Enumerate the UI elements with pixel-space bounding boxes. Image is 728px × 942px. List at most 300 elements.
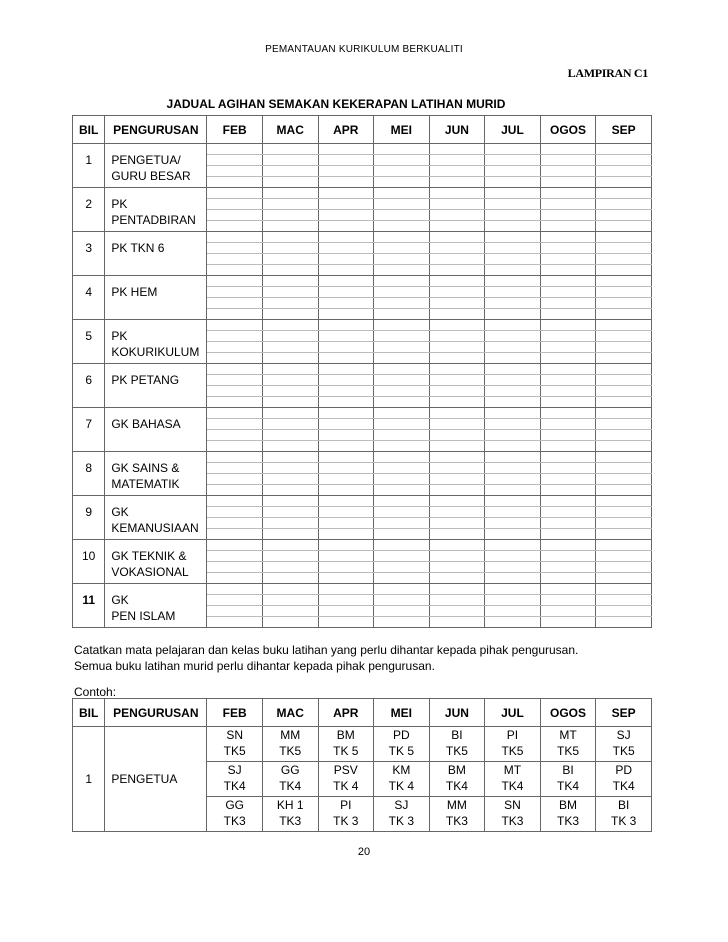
month-slot[interactable]: [485, 177, 541, 188]
month-slot[interactable]: [540, 166, 596, 177]
month-slot[interactable]: [596, 430, 652, 441]
month-slot[interactable]: [540, 496, 596, 507]
month-slot[interactable]: [485, 551, 541, 562]
month-slot[interactable]: [207, 331, 263, 342]
month-slot[interactable]: [207, 606, 263, 617]
month-slot[interactable]: [318, 507, 374, 518]
month-slot[interactable]: [429, 540, 485, 551]
month-slot[interactable]: [374, 441, 430, 452]
month-slot[interactable]: [207, 551, 263, 562]
month-slot[interactable]: [318, 573, 374, 584]
month-slot[interactable]: [485, 463, 541, 474]
month-slot[interactable]: [207, 617, 263, 628]
month-slot[interactable]: [429, 518, 485, 529]
month-slot[interactable]: [374, 353, 430, 364]
month-slot[interactable]: [596, 298, 652, 309]
month-slot[interactable]: [596, 595, 652, 606]
month-slot[interactable]: [540, 540, 596, 551]
month-slot[interactable]: [485, 496, 541, 507]
month-slot[interactable]: [596, 496, 652, 507]
month-slot[interactable]: [540, 309, 596, 320]
month-slot[interactable]: [485, 309, 541, 320]
month-slot[interactable]: [596, 320, 652, 331]
month-slot[interactable]: [374, 397, 430, 408]
month-slot[interactable]: [540, 188, 596, 199]
month-slot[interactable]: [429, 496, 485, 507]
month-slot[interactable]: [429, 507, 485, 518]
month-slot[interactable]: [485, 617, 541, 628]
month-slot[interactable]: [485, 221, 541, 232]
month-slot[interactable]: [207, 496, 263, 507]
month-slot[interactable]: [429, 254, 485, 265]
month-slot[interactable]: [374, 485, 430, 496]
month-slot[interactable]: [485, 452, 541, 463]
month-slot[interactable]: [540, 364, 596, 375]
month-slot[interactable]: [207, 529, 263, 540]
month-slot[interactable]: [540, 529, 596, 540]
month-slot[interactable]: [596, 177, 652, 188]
month-slot[interactable]: [262, 166, 318, 177]
month-slot[interactable]: [262, 287, 318, 298]
month-slot[interactable]: [429, 331, 485, 342]
month-slot[interactable]: [596, 331, 652, 342]
month-slot[interactable]: [485, 298, 541, 309]
month-slot[interactable]: [374, 320, 430, 331]
month-slot[interactable]: [374, 496, 430, 507]
month-slot[interactable]: [374, 199, 430, 210]
month-slot[interactable]: [207, 221, 263, 232]
month-slot[interactable]: [374, 529, 430, 540]
month-slot[interactable]: [540, 595, 596, 606]
month-slot[interactable]: [207, 375, 263, 386]
month-slot[interactable]: [318, 529, 374, 540]
month-slot[interactable]: [207, 320, 263, 331]
month-slot[interactable]: [207, 518, 263, 529]
month-slot[interactable]: [318, 199, 374, 210]
month-slot[interactable]: [374, 551, 430, 562]
month-slot[interactable]: [540, 155, 596, 166]
month-slot[interactable]: [374, 573, 430, 584]
month-slot[interactable]: [262, 419, 318, 430]
month-slot[interactable]: [596, 375, 652, 386]
month-slot[interactable]: [374, 265, 430, 276]
month-slot[interactable]: [318, 265, 374, 276]
month-slot[interactable]: [596, 485, 652, 496]
month-slot[interactable]: [429, 463, 485, 474]
month-slot[interactable]: [485, 562, 541, 573]
month-slot[interactable]: [429, 210, 485, 221]
month-slot[interactable]: [596, 364, 652, 375]
month-slot[interactable]: [596, 419, 652, 430]
month-slot[interactable]: [374, 474, 430, 485]
month-slot[interactable]: [596, 529, 652, 540]
month-slot[interactable]: [540, 584, 596, 595]
month-slot[interactable]: [429, 364, 485, 375]
month-slot[interactable]: [318, 177, 374, 188]
month-slot[interactable]: [429, 474, 485, 485]
month-slot[interactable]: [374, 419, 430, 430]
month-slot[interactable]: [596, 518, 652, 529]
month-slot[interactable]: [596, 507, 652, 518]
month-slot[interactable]: [374, 254, 430, 265]
month-slot[interactable]: [429, 551, 485, 562]
month-slot[interactable]: [596, 386, 652, 397]
month-slot[interactable]: [429, 562, 485, 573]
month-slot[interactable]: [596, 617, 652, 628]
month-slot[interactable]: [485, 419, 541, 430]
month-slot[interactable]: [596, 474, 652, 485]
month-slot[interactable]: [540, 298, 596, 309]
month-slot[interactable]: [262, 188, 318, 199]
month-slot[interactable]: [540, 276, 596, 287]
month-slot[interactable]: [540, 243, 596, 254]
month-slot[interactable]: [318, 342, 374, 353]
month-slot[interactable]: [485, 518, 541, 529]
month-slot[interactable]: [429, 419, 485, 430]
month-slot[interactable]: [429, 584, 485, 595]
month-slot[interactable]: [540, 342, 596, 353]
month-slot[interactable]: [485, 474, 541, 485]
month-slot[interactable]: [318, 452, 374, 463]
month-slot[interactable]: [262, 199, 318, 210]
month-slot[interactable]: [207, 254, 263, 265]
month-slot[interactable]: [596, 540, 652, 551]
month-slot[interactable]: [262, 617, 318, 628]
month-slot[interactable]: [262, 155, 318, 166]
month-slot[interactable]: [318, 419, 374, 430]
month-slot[interactable]: [540, 331, 596, 342]
month-slot[interactable]: [318, 144, 374, 155]
month-slot[interactable]: [262, 584, 318, 595]
month-slot[interactable]: [429, 144, 485, 155]
month-slot[interactable]: [596, 155, 652, 166]
month-slot[interactable]: [374, 430, 430, 441]
month-slot[interactable]: [540, 463, 596, 474]
month-slot[interactable]: [207, 595, 263, 606]
month-slot[interactable]: [429, 485, 485, 496]
month-slot[interactable]: [429, 386, 485, 397]
month-slot[interactable]: [207, 452, 263, 463]
month-slot[interactable]: [596, 353, 652, 364]
month-slot[interactable]: [262, 452, 318, 463]
month-slot[interactable]: [374, 309, 430, 320]
month-slot[interactable]: [262, 342, 318, 353]
month-slot[interactable]: [485, 430, 541, 441]
month-slot[interactable]: [596, 551, 652, 562]
month-slot[interactable]: [485, 342, 541, 353]
month-slot[interactable]: [207, 408, 263, 419]
month-slot[interactable]: [429, 353, 485, 364]
month-slot[interactable]: [374, 221, 430, 232]
month-slot[interactable]: [429, 430, 485, 441]
month-slot[interactable]: [262, 463, 318, 474]
month-slot[interactable]: [318, 408, 374, 419]
month-slot[interactable]: [485, 155, 541, 166]
month-slot[interactable]: [262, 144, 318, 155]
month-slot[interactable]: [207, 166, 263, 177]
month-slot[interactable]: [374, 518, 430, 529]
month-slot[interactable]: [262, 375, 318, 386]
month-slot[interactable]: [596, 584, 652, 595]
month-slot[interactable]: [485, 573, 541, 584]
month-slot[interactable]: [485, 408, 541, 419]
month-slot[interactable]: [318, 364, 374, 375]
month-slot[interactable]: [207, 584, 263, 595]
month-slot[interactable]: [374, 276, 430, 287]
month-slot[interactable]: [540, 551, 596, 562]
month-slot[interactable]: [540, 518, 596, 529]
month-slot[interactable]: [374, 408, 430, 419]
month-slot[interactable]: [262, 485, 318, 496]
month-slot[interactable]: [540, 573, 596, 584]
month-slot[interactable]: [262, 331, 318, 342]
month-slot[interactable]: [318, 518, 374, 529]
month-slot[interactable]: [262, 595, 318, 606]
month-slot[interactable]: [429, 155, 485, 166]
month-slot[interactable]: [596, 463, 652, 474]
month-slot[interactable]: [262, 254, 318, 265]
month-slot[interactable]: [207, 144, 263, 155]
month-slot[interactable]: [318, 562, 374, 573]
month-slot[interactable]: [540, 408, 596, 419]
month-slot[interactable]: [207, 397, 263, 408]
month-slot[interactable]: [318, 551, 374, 562]
month-slot[interactable]: [485, 386, 541, 397]
month-slot[interactable]: [429, 221, 485, 232]
month-slot[interactable]: [262, 529, 318, 540]
month-slot[interactable]: [429, 342, 485, 353]
month-slot[interactable]: [540, 386, 596, 397]
month-slot[interactable]: [429, 287, 485, 298]
month-slot[interactable]: [485, 320, 541, 331]
month-slot[interactable]: [540, 441, 596, 452]
month-slot[interactable]: [540, 562, 596, 573]
month-slot[interactable]: [596, 188, 652, 199]
month-slot[interactable]: [596, 199, 652, 210]
month-slot[interactable]: [262, 320, 318, 331]
month-slot[interactable]: [318, 353, 374, 364]
month-slot[interactable]: [540, 353, 596, 364]
month-slot[interactable]: [485, 331, 541, 342]
month-slot[interactable]: [318, 331, 374, 342]
month-slot[interactable]: [596, 397, 652, 408]
month-slot[interactable]: [262, 397, 318, 408]
month-slot[interactable]: [429, 320, 485, 331]
month-slot[interactable]: [485, 232, 541, 243]
month-slot[interactable]: [540, 474, 596, 485]
month-slot[interactable]: [540, 617, 596, 628]
month-slot[interactable]: [318, 298, 374, 309]
month-slot[interactable]: [596, 287, 652, 298]
month-slot[interactable]: [374, 540, 430, 551]
month-slot[interactable]: [207, 386, 263, 397]
month-slot[interactable]: [374, 595, 430, 606]
month-slot[interactable]: [429, 529, 485, 540]
month-slot[interactable]: [262, 386, 318, 397]
month-slot[interactable]: [374, 452, 430, 463]
month-slot[interactable]: [318, 254, 374, 265]
month-slot[interactable]: [318, 540, 374, 551]
month-slot[interactable]: [207, 309, 263, 320]
month-slot[interactable]: [262, 353, 318, 364]
month-slot[interactable]: [596, 452, 652, 463]
month-slot[interactable]: [318, 155, 374, 166]
month-slot[interactable]: [207, 430, 263, 441]
month-slot[interactable]: [485, 364, 541, 375]
month-slot[interactable]: [207, 364, 263, 375]
month-slot[interactable]: [262, 474, 318, 485]
month-slot[interactable]: [374, 287, 430, 298]
month-slot[interactable]: [374, 364, 430, 375]
month-slot[interactable]: [485, 188, 541, 199]
month-slot[interactable]: [207, 298, 263, 309]
month-slot[interactable]: [318, 584, 374, 595]
month-slot[interactable]: [540, 254, 596, 265]
month-slot[interactable]: [485, 529, 541, 540]
month-slot[interactable]: [429, 309, 485, 320]
month-slot[interactable]: [429, 617, 485, 628]
month-slot[interactable]: [485, 353, 541, 364]
month-slot[interactable]: [207, 485, 263, 496]
month-slot[interactable]: [262, 551, 318, 562]
month-slot[interactable]: [374, 584, 430, 595]
month-slot[interactable]: [318, 320, 374, 331]
month-slot[interactable]: [262, 606, 318, 617]
month-slot[interactable]: [429, 441, 485, 452]
month-slot[interactable]: [262, 298, 318, 309]
month-slot[interactable]: [540, 265, 596, 276]
month-slot[interactable]: [207, 562, 263, 573]
month-slot[interactable]: [429, 177, 485, 188]
month-slot[interactable]: [596, 221, 652, 232]
month-slot[interactable]: [596, 441, 652, 452]
month-slot[interactable]: [262, 496, 318, 507]
month-slot[interactable]: [262, 408, 318, 419]
month-slot[interactable]: [318, 210, 374, 221]
month-slot[interactable]: [318, 485, 374, 496]
month-slot[interactable]: [596, 210, 652, 221]
month-slot[interactable]: [485, 375, 541, 386]
month-slot[interactable]: [540, 375, 596, 386]
month-slot[interactable]: [485, 166, 541, 177]
month-slot[interactable]: [429, 188, 485, 199]
month-slot[interactable]: [485, 265, 541, 276]
month-slot[interactable]: [374, 210, 430, 221]
month-slot[interactable]: [374, 232, 430, 243]
month-slot[interactable]: [540, 177, 596, 188]
month-slot[interactable]: [374, 386, 430, 397]
month-slot[interactable]: [429, 573, 485, 584]
month-slot[interactable]: [374, 331, 430, 342]
month-slot[interactable]: [540, 199, 596, 210]
month-slot[interactable]: [207, 155, 263, 166]
month-slot[interactable]: [485, 507, 541, 518]
month-slot[interactable]: [207, 573, 263, 584]
month-slot[interactable]: [429, 375, 485, 386]
month-slot[interactable]: [374, 342, 430, 353]
month-slot[interactable]: [540, 485, 596, 496]
month-slot[interactable]: [485, 584, 541, 595]
month-slot[interactable]: [207, 287, 263, 298]
month-slot[interactable]: [596, 606, 652, 617]
month-slot[interactable]: [207, 342, 263, 353]
month-slot[interactable]: [374, 166, 430, 177]
month-slot[interactable]: [540, 507, 596, 518]
month-slot[interactable]: [318, 221, 374, 232]
month-slot[interactable]: [540, 452, 596, 463]
month-slot[interactable]: [485, 540, 541, 551]
month-slot[interactable]: [262, 430, 318, 441]
month-slot[interactable]: [485, 287, 541, 298]
month-slot[interactable]: [596, 408, 652, 419]
month-slot[interactable]: [429, 232, 485, 243]
month-slot[interactable]: [262, 364, 318, 375]
month-slot[interactable]: [374, 177, 430, 188]
month-slot[interactable]: [207, 463, 263, 474]
month-slot[interactable]: [540, 430, 596, 441]
month-slot[interactable]: [596, 562, 652, 573]
month-slot[interactable]: [207, 265, 263, 276]
month-slot[interactable]: [596, 254, 652, 265]
month-slot[interactable]: [429, 265, 485, 276]
month-slot[interactable]: [207, 540, 263, 551]
month-slot[interactable]: [262, 518, 318, 529]
month-slot[interactable]: [318, 188, 374, 199]
month-slot[interactable]: [207, 441, 263, 452]
month-slot[interactable]: [429, 199, 485, 210]
month-slot[interactable]: [262, 243, 318, 254]
month-slot[interactable]: [540, 144, 596, 155]
month-slot[interactable]: [485, 606, 541, 617]
month-slot[interactable]: [596, 265, 652, 276]
month-slot[interactable]: [262, 507, 318, 518]
month-slot[interactable]: [318, 309, 374, 320]
month-slot[interactable]: [374, 144, 430, 155]
month-slot[interactable]: [374, 562, 430, 573]
month-slot[interactable]: [540, 419, 596, 430]
month-slot[interactable]: [262, 540, 318, 551]
month-slot[interactable]: [318, 496, 374, 507]
month-slot[interactable]: [540, 320, 596, 331]
month-slot[interactable]: [485, 210, 541, 221]
month-slot[interactable]: [318, 166, 374, 177]
month-slot[interactable]: [318, 276, 374, 287]
month-slot[interactable]: [207, 474, 263, 485]
month-slot[interactable]: [596, 166, 652, 177]
month-slot[interactable]: [207, 188, 263, 199]
month-slot[interactable]: [429, 397, 485, 408]
month-slot[interactable]: [318, 397, 374, 408]
month-slot[interactable]: [540, 606, 596, 617]
month-slot[interactable]: [485, 397, 541, 408]
month-slot[interactable]: [429, 595, 485, 606]
month-slot[interactable]: [596, 243, 652, 254]
month-slot[interactable]: [318, 287, 374, 298]
month-slot[interactable]: [374, 375, 430, 386]
month-slot[interactable]: [540, 287, 596, 298]
month-slot[interactable]: [485, 485, 541, 496]
month-slot[interactable]: [596, 276, 652, 287]
month-slot[interactable]: [262, 441, 318, 452]
month-slot[interactable]: [318, 441, 374, 452]
month-slot[interactable]: [207, 199, 263, 210]
month-slot[interactable]: [262, 210, 318, 221]
month-slot[interactable]: [318, 232, 374, 243]
month-slot[interactable]: [374, 463, 430, 474]
month-slot[interactable]: [540, 232, 596, 243]
month-slot[interactable]: [207, 507, 263, 518]
month-slot[interactable]: [596, 232, 652, 243]
